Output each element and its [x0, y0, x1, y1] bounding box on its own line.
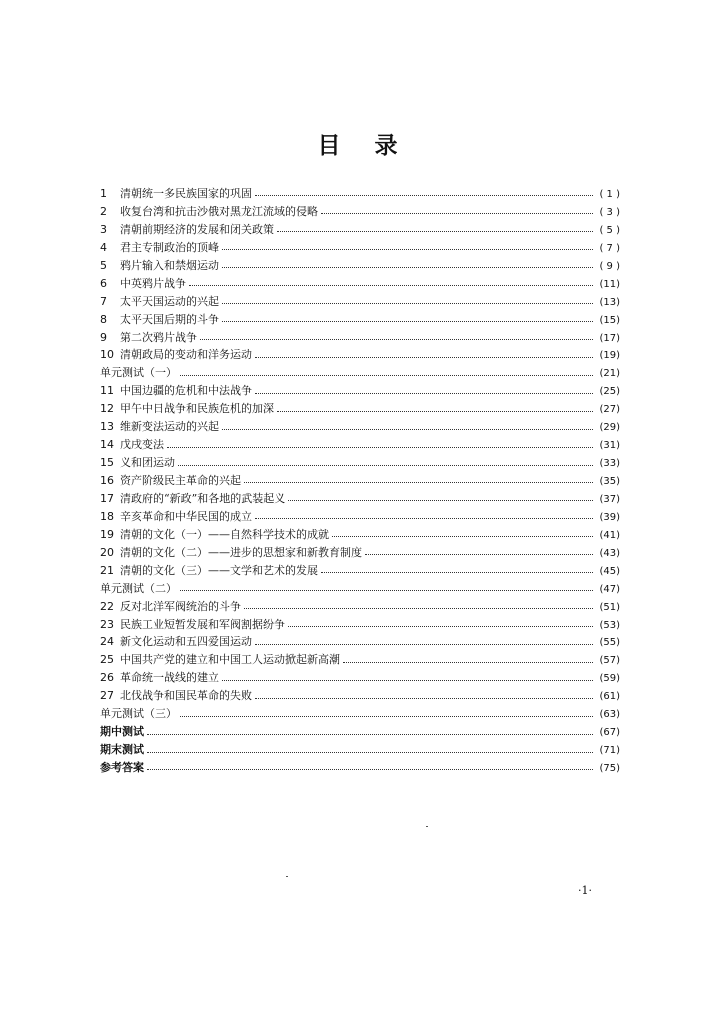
toc-entry-title: 清朝前期经济的发展和闭关政策	[120, 222, 274, 236]
toc-entry-title: 第二次鸦片战争	[120, 330, 197, 344]
toc-entry-number: 13	[100, 420, 114, 434]
toc-entry-number: 27	[100, 689, 114, 703]
dot-leader	[222, 321, 593, 322]
toc-entry[interactable]	[100, 562, 620, 580]
toc-entry[interactable]	[100, 490, 620, 508]
toc-entry-number: 20	[100, 545, 114, 559]
toc-entry[interactable]	[100, 329, 620, 347]
toc-entry-title: 君主专制政治的顶峰	[120, 240, 219, 254]
toc-entry-title: 新文化运动和五四爱国运动	[120, 635, 252, 649]
toc-entry-page: (59)	[599, 673, 620, 685]
table-of-contents	[100, 185, 620, 777]
dot-leader	[222, 249, 593, 250]
dot-leader	[178, 465, 593, 466]
toc-entry-page: ( 3 )	[599, 206, 620, 218]
toc-entry-title: 清朝的文化（一）——自然科学技术的成就	[120, 527, 329, 541]
toc-entry-title: 清朝政局的变动和洋务运动	[120, 348, 252, 362]
toc-entry-page: (61)	[599, 691, 620, 703]
dot-leader	[255, 644, 593, 645]
toc-entry[interactable]	[100, 275, 620, 293]
toc-entry-number: 2	[100, 204, 107, 218]
toc-entry[interactable]	[100, 203, 620, 221]
dot-leader	[332, 536, 593, 537]
toc-entry-title: 参考答案	[100, 761, 144, 774]
dot-leader	[255, 195, 593, 196]
toc-entry[interactable]	[100, 687, 620, 705]
dot-leader	[189, 285, 593, 286]
toc-entry-number: 15	[100, 456, 114, 470]
dot-leader	[180, 375, 593, 376]
toc-entry[interactable]	[100, 705, 620, 723]
dot-leader	[222, 429, 593, 430]
dot-leader	[277, 411, 593, 412]
toc-entry[interactable]	[100, 418, 620, 436]
toc-entry-number: 3	[100, 222, 107, 236]
page-number: ·1·	[578, 884, 592, 897]
toc-entry-page: (15)	[599, 314, 620, 326]
toc-entry-page: (33)	[599, 458, 620, 470]
toc-entry-page: ( 7 )	[599, 242, 620, 254]
toc-entry[interactable]	[100, 669, 620, 687]
toc-entry[interactable]	[100, 723, 620, 741]
toc-entry-title: 戊戌变法	[120, 438, 164, 452]
toc-entry-title: 资产阶级民主革命的兴起	[120, 474, 241, 487]
dot-leader	[222, 680, 593, 681]
toc-entry-page: (55)	[599, 637, 620, 649]
toc-entry[interactable]	[100, 185, 620, 203]
toc-entry-number: 1	[100, 187, 107, 200]
dot-leader	[200, 339, 593, 340]
toc-entry-title: 民族工业短暂发展和军阀割据纷争	[120, 617, 285, 631]
toc-entry-number: 8	[100, 312, 107, 326]
toc-entry-title: 中国边疆的危机和中法战争	[120, 384, 252, 398]
toc-entry-number: 14	[100, 438, 114, 452]
toc-entry[interactable]	[100, 293, 620, 311]
toc-entry[interactable]	[100, 346, 620, 364]
title-char-2: 录	[374, 132, 398, 159]
toc-entry-title: 辛亥革命和中华民国的成立	[120, 509, 252, 523]
toc-entry-page: ( 9 )	[599, 260, 620, 272]
dot-leader	[244, 608, 593, 609]
dot-leader	[244, 482, 593, 483]
toc-entry[interactable]	[100, 598, 620, 616]
toc-entry-page: (57)	[599, 655, 620, 667]
toc-entry-number: 22	[100, 599, 114, 613]
toc-entry[interactable]	[100, 239, 620, 257]
toc-entry-number: 9	[100, 330, 107, 344]
toc-entry-title: 单元测试（二）	[100, 581, 177, 595]
toc-entry-page: ( 1 )	[599, 189, 620, 200]
toc-entry-page: (13)	[599, 296, 620, 308]
toc-entry-title: 收复台湾和抗击沙俄对黑龙江流域的侵略	[120, 204, 318, 218]
dot-leader	[288, 626, 593, 627]
toc-entry-title: 期末测试	[100, 743, 144, 757]
toc-entry-page: (21)	[599, 368, 620, 380]
toc-entry-title: 鸦片输入和禁烟运动	[120, 258, 219, 272]
toc-entry[interactable]	[100, 633, 620, 651]
dot-leader	[277, 231, 593, 232]
toc-entry[interactable]	[100, 454, 620, 472]
dot-leader	[255, 393, 593, 394]
toc-entry-page: ( 5 )	[599, 224, 620, 236]
toc-entry-title: 期中测试	[100, 725, 144, 739]
scan-speck	[426, 826, 428, 827]
toc-entry-title: 中英鸦片战争	[120, 276, 186, 290]
dot-leader	[222, 303, 593, 304]
toc-entry-number: 16	[100, 474, 114, 487]
toc-entry-number: 17	[100, 491, 114, 505]
dot-leader	[255, 698, 593, 699]
toc-entry-title: 清朝的文化（二）——进步的思想家和新教育制度	[120, 545, 362, 559]
toc-entry-number: 11	[100, 384, 114, 398]
toc-entry-page: (43)	[599, 547, 620, 559]
toc-entry-title: 太平天国后期的斗争	[120, 312, 219, 326]
dot-leader	[321, 572, 593, 573]
toc-entry[interactable]	[100, 741, 620, 759]
toc-entry[interactable]	[100, 311, 620, 329]
toc-entry-page: (71)	[599, 745, 620, 757]
toc-entry-page: (19)	[599, 350, 620, 362]
toc-entry-number: 4	[100, 240, 107, 254]
toc-entry[interactable]	[100, 580, 620, 598]
dot-leader	[180, 716, 593, 717]
toc-entry-page: (53)	[599, 619, 620, 631]
dot-leader	[255, 357, 593, 358]
dot-leader	[180, 590, 593, 591]
toc-entry-page: (29)	[599, 422, 620, 434]
toc-entry-page: (41)	[599, 529, 620, 541]
toc-entry[interactable]	[100, 759, 620, 777]
toc-entry-page: (67)	[599, 727, 620, 739]
toc-entry[interactable]	[100, 400, 620, 418]
toc-entry-number: 26	[100, 671, 114, 685]
toc-entry-title: 清朝统一多民族国家的巩固	[120, 187, 252, 200]
toc-entry-number: 19	[100, 527, 114, 541]
toc-entry-number: 21	[100, 563, 114, 577]
page-title	[0, 127, 715, 160]
toc-entry[interactable]	[100, 221, 620, 239]
dot-leader	[343, 662, 593, 663]
toc-entry[interactable]	[100, 544, 620, 562]
dot-leader	[365, 554, 593, 555]
toc-entry[interactable]	[100, 436, 620, 454]
toc-entry-title: 清朝的文化（三）——文学和艺术的发展	[120, 563, 318, 577]
toc-entry-number: 7	[100, 294, 107, 308]
toc-entry-page: (39)	[599, 511, 620, 523]
toc-entry-number: 23	[100, 617, 114, 631]
toc-entry-number: 12	[100, 402, 114, 416]
toc-entry-title: 单元测试（一）	[100, 366, 177, 380]
toc-entry-number: 5	[100, 258, 107, 272]
toc-entry-title: 维新变法运动的兴起	[120, 420, 219, 434]
toc-entry-page: (17)	[599, 332, 620, 344]
dot-leader	[147, 752, 593, 753]
toc-entry-title: 单元测试（三）	[100, 707, 177, 721]
toc-entry[interactable]	[100, 257, 620, 275]
dot-leader	[255, 518, 593, 519]
toc-entry-number: 10	[100, 348, 114, 362]
dot-leader	[288, 500, 593, 501]
toc-entry-title: 甲午中日战争和民族危机的加深	[120, 402, 274, 416]
toc-entry-number: 6	[100, 276, 107, 290]
toc-entry-title: 义和团运动	[120, 456, 175, 470]
toc-entry[interactable]	[100, 616, 620, 634]
toc-entry-page: (27)	[599, 404, 620, 416]
toc-entry[interactable]	[100, 382, 620, 400]
scan-speck	[286, 876, 288, 877]
toc-entry-page: (45)	[599, 565, 620, 577]
dot-leader	[147, 734, 593, 735]
toc-entry-page: (25)	[599, 386, 620, 398]
toc-entry-title: 清政府的“新政”和各地的武装起义	[120, 491, 286, 505]
toc-entry-title: 中国共产党的建立和中国工人运动掀起新高潮	[120, 653, 340, 667]
dot-leader	[222, 267, 593, 268]
toc-entry-page: (47)	[599, 583, 620, 595]
toc-entry-page: (75)	[599, 763, 620, 774]
toc-entry-number: 24	[100, 635, 114, 649]
toc-entry-page: (11)	[599, 278, 620, 290]
dot-leader	[167, 447, 593, 448]
toc-entry[interactable]	[100, 472, 620, 490]
toc-entry-page: (63)	[599, 709, 620, 721]
toc-entry[interactable]	[100, 526, 620, 544]
toc-entry[interactable]	[100, 651, 620, 669]
toc-entry-page: (35)	[599, 476, 620, 487]
toc-entry-title: 北伐战争和国民革命的失败	[120, 689, 252, 703]
dot-leader	[147, 769, 593, 770]
toc-entry-page: (37)	[599, 493, 620, 505]
toc-entry-number: 25	[100, 653, 114, 667]
title-char-1: 目	[317, 132, 341, 159]
toc-entry-page: (31)	[599, 440, 620, 452]
toc-entry[interactable]	[100, 364, 620, 382]
toc-entry-title: 革命统一战线的建立	[120, 671, 219, 685]
dot-leader	[321, 213, 593, 214]
toc-entry-title: 反对北洋军阀统治的斗争	[120, 599, 241, 613]
toc-entry-number: 18	[100, 509, 114, 523]
toc-entry[interactable]	[100, 508, 620, 526]
toc-entry-page: (51)	[599, 601, 620, 613]
toc-entry-title: 太平天国运动的兴起	[120, 294, 219, 308]
